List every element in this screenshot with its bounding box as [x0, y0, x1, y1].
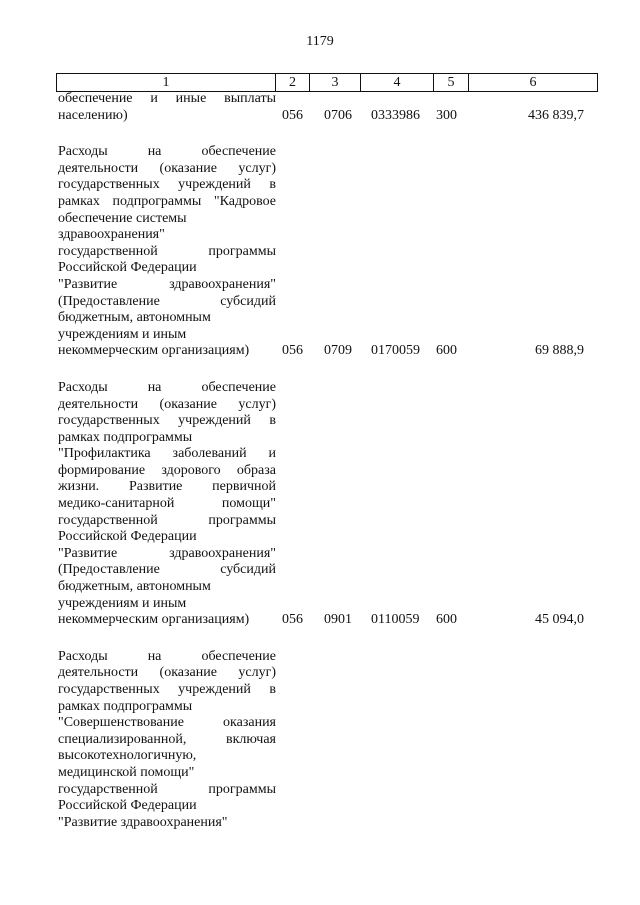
description-line: обеспечение и иные выплаты	[58, 91, 276, 106]
description-line: формирование здорового образа	[58, 462, 276, 478]
description-line: некоммерческим организациям)	[58, 343, 250, 359]
row-description	[56, 380, 276, 629]
description-line: (Предоставление субсидий	[58, 562, 276, 578]
ministry-code: 056	[282, 612, 303, 628]
ministry-code: 056	[282, 343, 303, 359]
description-line: государственной программы	[58, 781, 276, 797]
expense-type-code: 600	[436, 612, 457, 628]
row-description	[56, 91, 276, 124]
table-row	[56, 91, 596, 124]
column-header-6: 6	[469, 74, 598, 92]
description-line: бюджетным, автономным	[58, 579, 211, 595]
description-line: жизни. Развитие первичной	[58, 479, 276, 495]
column-header-2: 2	[276, 74, 310, 92]
description-line: населению)	[58, 107, 128, 123]
description-line: рамках подпрограммы "Кадровое	[58, 193, 276, 209]
table-row	[56, 380, 596, 629]
description-line: Российской Федерации	[58, 260, 197, 276]
row-spacer	[56, 629, 596, 649]
row-description	[56, 649, 276, 832]
expense-type-code: 600	[436, 343, 457, 359]
description-line: государственной программы	[58, 512, 276, 528]
description-line: здравоохранения"	[58, 227, 165, 243]
section-code: 0709	[324, 343, 352, 359]
description-line: учреждениям и иным	[58, 326, 187, 342]
description-line: Российской Федерации	[58, 529, 197, 545]
description-line: "Совершенствование оказания	[58, 715, 276, 731]
column-header-1: 1	[57, 74, 276, 92]
description-line: "Профилактика заболеваний и	[58, 446, 276, 462]
description-line: деятельности (оказание услуг)	[58, 396, 276, 412]
description-line: "Развитие здравоохранения"	[58, 276, 276, 292]
description-line: "Развитие здравоохранения"	[58, 545, 276, 561]
description-line: "Развитие здравоохранения"	[58, 814, 228, 830]
column-header-5: 5	[434, 74, 469, 92]
description-line: обеспечение системы	[58, 210, 187, 226]
description-line: государственных учреждений в	[58, 177, 276, 193]
page-number: 1179	[306, 34, 334, 49]
target-article-code: 0170059	[371, 343, 420, 359]
table-row	[56, 649, 596, 832]
column-header-4: 4	[361, 74, 434, 92]
column-header-3: 3	[310, 74, 361, 92]
description-line: (Предоставление субсидий	[58, 293, 276, 309]
description-line: деятельности (оказание услуг)	[58, 160, 276, 176]
description-line: деятельности (оказание услуг)	[58, 665, 276, 681]
row-spacer	[56, 360, 596, 380]
target-article-code: 0110059	[371, 612, 420, 628]
ministry-code: 056	[282, 107, 303, 123]
section-code: 0901	[324, 612, 352, 628]
target-article-code: 0333986	[371, 107, 420, 123]
column-header-row	[56, 73, 598, 92]
amount-value: 69 888,9	[535, 343, 584, 359]
amount-value: 436 839,7	[528, 107, 584, 123]
description-line: рамках подпрограммы	[58, 698, 193, 714]
description-line: государственных учреждений в	[58, 682, 276, 697]
amount-value: 45 094,0	[535, 612, 584, 628]
description-line: медицинской помощи"	[58, 764, 195, 780]
table-row	[56, 144, 596, 360]
description-line: государственных учреждений в	[58, 413, 276, 429]
description-line: специализированной, включая	[58, 731, 276, 747]
description-line: Расходы на обеспечение	[58, 379, 276, 395]
description-line: учреждениям и иным	[58, 595, 187, 611]
description-line: бюджетным, автономным	[58, 310, 211, 326]
section-code: 0706	[324, 107, 352, 123]
description-line: Российской Федерации	[58, 798, 197, 814]
description-line: Расходы на обеспечение	[58, 144, 276, 160]
description-line: высокотехнологичную,	[58, 748, 197, 764]
description-line: Расходы на обеспечение	[58, 648, 276, 664]
description-line: государственной программы	[58, 243, 276, 259]
row-description	[56, 144, 276, 360]
expense-type-code: 300	[436, 107, 457, 123]
description-line: рамках подпрограммы	[58, 429, 193, 445]
table-body	[56, 91, 596, 831]
description-line: некоммерческим организациям)	[58, 612, 250, 628]
description-line: медико-санитарной помощи"	[58, 496, 276, 512]
row-spacer	[56, 124, 596, 144]
